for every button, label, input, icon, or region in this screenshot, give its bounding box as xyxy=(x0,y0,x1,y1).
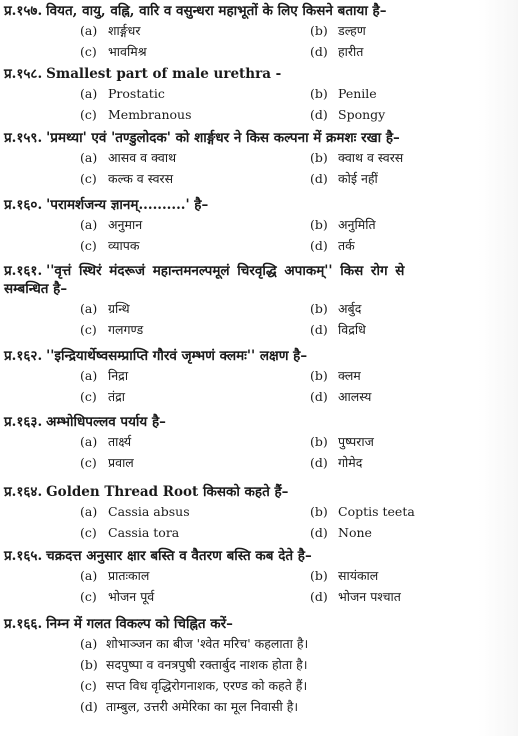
question-text: 'परामर्शजन्य ज्ञानम्..........' है– xyxy=(46,197,209,213)
question-158 xyxy=(4,65,510,125)
option-d[interactable]: (d) विद्रधि xyxy=(310,322,366,337)
question-stem xyxy=(4,129,510,147)
question-text: Smallest part of male urethra - xyxy=(46,66,282,82)
question-text: अम्भोधिपल्लव पर्याय है– xyxy=(46,414,166,430)
option-d[interactable]: (d) आलस्य xyxy=(310,389,372,404)
option-d[interactable]: (d) None xyxy=(310,525,372,540)
question-text: वियत, वायु, वह्नि, वारि व वसुन्धरा महाभूतों के लिए किसने बताया है– xyxy=(46,3,387,19)
option-d[interactable]: (d) ताम्बुल, उत्तरी अमेरिका का मूल निवासी है। xyxy=(80,699,299,714)
question-157 xyxy=(4,2,510,62)
option-d[interactable]: (d) हारीत xyxy=(310,44,364,59)
question-text: ''वृत्तं स्थिरं मंदरूजं महान्तमनल्पमूलं चिरवृद्धि अपाकम्'' किस रोग से xyxy=(46,263,405,279)
option-c[interactable]: (c) भावमिश्र xyxy=(80,44,147,59)
option-a[interactable]: (a) निद्रा xyxy=(80,368,129,383)
option-a[interactable]: (a) Cassia absus xyxy=(80,504,190,519)
question-stem xyxy=(4,413,510,431)
question-text: ''इन्द्रियार्थेष्वसम्प्राप्ति गौरवं जृम्भणं क्लमः'' लक्षण है– xyxy=(46,348,308,364)
question-number: प्र.१५८. xyxy=(4,66,43,82)
option-d[interactable]: (d) Spongy xyxy=(310,107,386,122)
option-b[interactable]: (b) अनुमिति xyxy=(310,217,376,232)
option-b[interactable]: (b) सदपुष्पा व वनत्रपुषी रक्तार्बुद नाशक होता है। xyxy=(80,657,308,672)
question-164 xyxy=(4,483,510,543)
question-number: प्र.१६२. xyxy=(4,348,43,364)
question-number: प्र.१६६. xyxy=(4,616,43,632)
option-b[interactable]: (b) डल्हण xyxy=(310,23,366,38)
option-c[interactable]: (c) व्यापक xyxy=(80,238,140,253)
question-number: प्र.१६४. xyxy=(4,484,43,500)
question-number: प्र.१६०. xyxy=(4,197,43,213)
option-d[interactable]: (d) गोमेद xyxy=(310,455,363,470)
option-b[interactable]: (b) सायंकाल xyxy=(310,568,379,583)
option-a[interactable]: (a) अनुमान xyxy=(80,217,143,232)
question-stem xyxy=(4,2,510,20)
question-stem xyxy=(4,196,510,214)
question-number: प्र.१६३. xyxy=(4,414,43,430)
option-b[interactable]: (b) क्लम xyxy=(310,368,361,383)
question-number: प्र.१६१. xyxy=(4,263,43,279)
question-159 xyxy=(4,129,510,189)
option-c[interactable]: (c) प्रवाल xyxy=(80,455,134,470)
question-stem xyxy=(4,262,510,280)
option-a[interactable]: (a) शोभाञ्जन का बीज 'श्वेत मरिच' कहलाता है। xyxy=(80,636,309,651)
option-b[interactable]: (b) Penile xyxy=(310,86,377,101)
option-c[interactable]: (c) तंद्रा xyxy=(80,389,126,404)
question-stem xyxy=(4,483,510,501)
option-c[interactable]: (c) कल्क व स्वरस xyxy=(80,171,174,186)
question-163 xyxy=(4,413,510,473)
option-a[interactable]: (a) आसव व क्वाथ xyxy=(80,150,177,165)
option-d[interactable]: (d) भोजन पश्चात xyxy=(310,589,401,604)
question-161 xyxy=(4,262,510,340)
option-c[interactable]: (c) Membranous xyxy=(80,107,192,122)
question-160 xyxy=(4,196,510,256)
option-d[interactable]: (d) तर्क xyxy=(310,238,355,253)
page-edge-shading xyxy=(478,0,518,736)
question-stem xyxy=(4,65,510,83)
question-number: प्र.१५७. xyxy=(4,3,43,19)
option-c[interactable]: (c) भोजन पूर्व xyxy=(80,589,155,604)
question-text: चक्रदत्त अनुसार क्षार बस्ति व वैतरण बस्ति कब देते है– xyxy=(46,548,312,564)
option-b[interactable]: (b) अर्बुद xyxy=(310,301,362,316)
option-c[interactable]: (c) सप्त विध वृद्धिरोगनाशक, एरण्ड को कहते हैं। xyxy=(80,678,308,693)
option-a[interactable]: (a) प्रातःकाल xyxy=(80,568,150,583)
option-b[interactable]: (b) Coptis teeta xyxy=(310,504,415,519)
question-text: Golden Thread Root किसको कहते हैं– xyxy=(46,484,289,500)
option-a[interactable]: (a) तार्क्ष्य xyxy=(80,434,132,449)
option-b[interactable]: (b) क्वाथ व स्वरस xyxy=(310,150,404,165)
question-stem xyxy=(4,347,510,365)
option-d[interactable]: (d) कोई नहीं xyxy=(310,171,378,186)
question-number: प्र.१५९. xyxy=(4,130,43,146)
option-a[interactable]: (a) Prostatic xyxy=(80,86,165,101)
question-stem xyxy=(4,615,510,633)
question-number: प्र.१६५. xyxy=(4,548,43,564)
question-text: निम्न में गलत विकल्प को चिह्नित करें– xyxy=(46,616,233,632)
question-166 xyxy=(4,615,510,717)
question-162 xyxy=(4,347,510,407)
option-a[interactable]: (a) शार्ङ्गधर xyxy=(80,23,141,38)
question-text: 'प्रमथ्या' एवं 'तण्डुलोदक' को शार्ङ्गधर ने किस कल्पना में क्रमशः रखा है– xyxy=(46,130,400,146)
question-165 xyxy=(4,547,510,607)
option-c[interactable]: (c) गलगण्ड xyxy=(80,322,144,337)
question-stem xyxy=(4,547,510,565)
option-b[interactable]: (b) पुष्पराज xyxy=(310,434,374,449)
option-a[interactable]: (a) ग्रन्थि xyxy=(80,301,130,316)
question-text-continued: सम्बन्धित है– xyxy=(4,281,68,297)
option-c[interactable]: (c) Cassia tora xyxy=(80,525,180,540)
